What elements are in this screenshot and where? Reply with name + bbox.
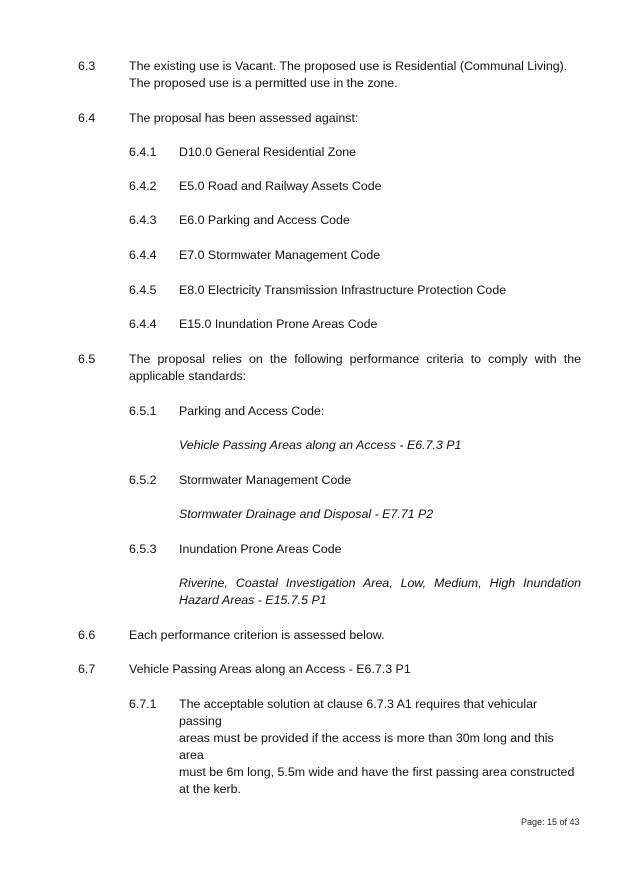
section-text: Each performance criterion is assessed below. <box>129 628 385 642</box>
section-number: 6.4 <box>78 111 96 125</box>
subsection-number: 6.4.4 <box>129 317 157 331</box>
text-line: must be 6m long, 5.5m wide and have the first passing area constructed <box>179 765 575 779</box>
subsection-text: E15.0 Inundation Prone Areas Code <box>179 317 378 331</box>
section-text <box>129 58 581 92</box>
subsection-text: E5.0 Road and Railway Assets Code <box>179 179 382 193</box>
subsection-number: 6.4.5 <box>129 283 157 297</box>
subsection-number: 6.5.3 <box>129 542 157 556</box>
performance-criteria: Vehicle Passing Areas along an Access - E6.7.3 P1 <box>179 438 462 452</box>
subsection-number: 6.5.1 <box>129 404 157 418</box>
subsection-text: Inundation Prone Areas Code <box>179 542 342 556</box>
text-line: at the kerb. <box>179 782 241 796</box>
subsection-text: E8.0 Electricity Transmission Infrastructure Protection Code <box>179 283 507 297</box>
subsection-text: Parking and Access Code: <box>179 404 325 418</box>
text-line: The proposed use is a permitted use in the zone. <box>129 76 398 90</box>
section-text: Vehicle Passing Areas along an Access - E6.7.3 P1 <box>129 662 411 676</box>
section-number: 6.5 <box>78 352 96 366</box>
subsection-number: 6.4.1 <box>129 145 157 159</box>
text-line: applicable standards: <box>129 369 247 383</box>
section-number: 6.6 <box>78 628 96 642</box>
subsection-number: 6.5.2 <box>129 473 157 487</box>
subsection-number: 6.4.3 <box>129 213 157 227</box>
performance-criteria <box>179 575 581 609</box>
page-number: Page: 15 of 43 <box>521 817 580 827</box>
text-line: Hazard Areas - E15.7.5 P1 <box>179 593 327 607</box>
text-line: The acceptable solution at clause 6.7.3 A1 requires that vehicular passing <box>179 697 538 728</box>
performance-criteria: Stormwater Drainage and Disposal - E7.71 P2 <box>179 507 434 521</box>
section-text <box>129 351 581 385</box>
subsection-text: Stormwater Management Code <box>179 473 352 487</box>
subsection-text: E6.0 Parking and Access Code <box>179 213 350 227</box>
text-line: areas must be provided if the access is more than 30m long and this area <box>179 731 554 762</box>
subsection-text <box>179 696 581 798</box>
section-number: 6.3 <box>78 59 96 73</box>
section-text: The proposal has been assessed against: <box>129 111 359 125</box>
section-number: 6.7 <box>78 662 96 676</box>
subsection-number: 6.4.4 <box>129 248 157 262</box>
subsection-number: 6.7.1 <box>129 697 157 711</box>
subsection-text: E7.0 Stormwater Management Code <box>179 248 381 262</box>
text-line: The existing use is Vacant. The proposed use is Residential (Communal Living). <box>129 59 568 73</box>
text-line: Riverine, Coastal Investigation Area, Low, Medium, High Inundation <box>179 576 581 590</box>
subsection-number: 6.4.2 <box>129 179 157 193</box>
text-line: The proposal relies on the following performance criteria to comply with the <box>129 352 581 366</box>
subsection-text: D10.0 General Residential Zone <box>179 145 357 159</box>
